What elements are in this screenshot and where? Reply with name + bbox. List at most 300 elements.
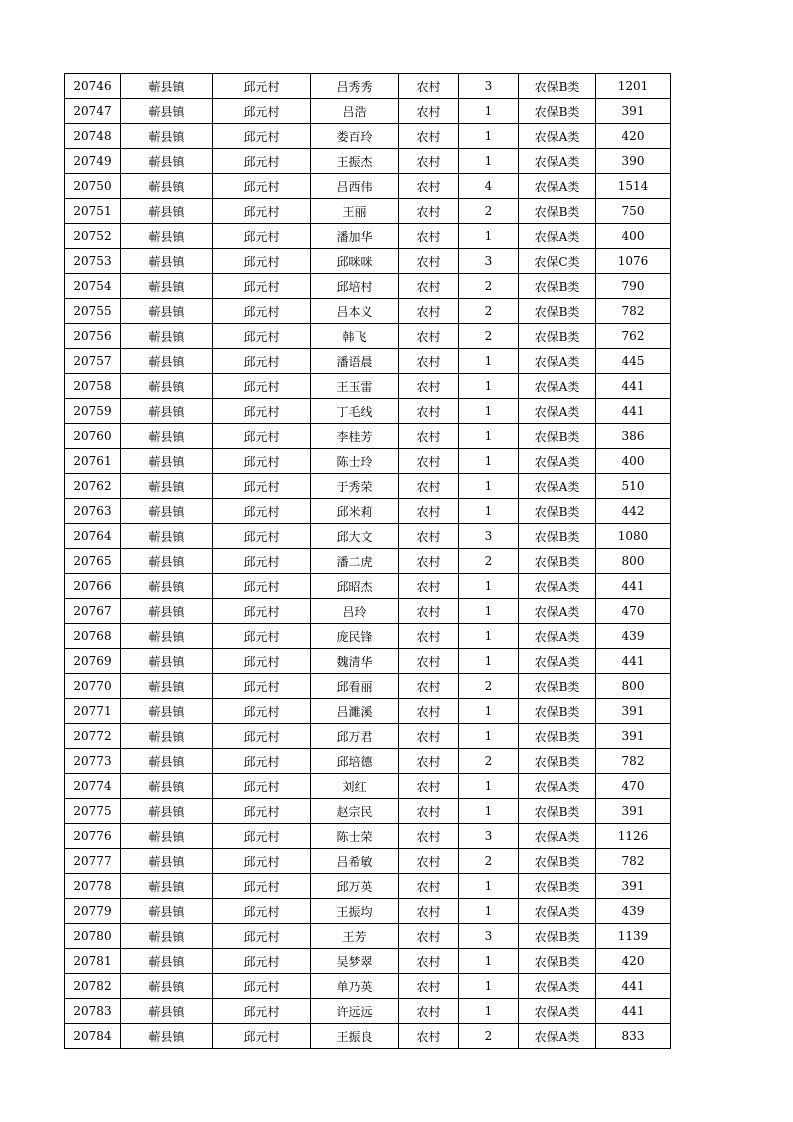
cell-name: 许远远 — [311, 999, 399, 1024]
cell-town: 蕲县镇 — [121, 249, 213, 274]
cell-insurance-category: 农保B类 — [519, 99, 596, 124]
cell-serial-number: 20753 — [65, 249, 121, 274]
cell-residence-type: 农村 — [399, 774, 459, 799]
cell-name: 王丽 — [311, 199, 399, 224]
cell-name: 潘加华 — [311, 224, 399, 249]
cell-residence-type: 农村 — [399, 849, 459, 874]
cell-amount: 420 — [596, 949, 671, 974]
cell-person-count: 1 — [459, 874, 519, 899]
cell-name: 吴梦翠 — [311, 949, 399, 974]
cell-amount: 441 — [596, 999, 671, 1024]
cell-insurance-category: 农保A类 — [519, 774, 596, 799]
cell-person-count: 1 — [459, 224, 519, 249]
cell-residence-type: 农村 — [399, 749, 459, 774]
cell-person-count: 1 — [459, 624, 519, 649]
cell-town: 蕲县镇 — [121, 199, 213, 224]
cell-amount: 400 — [596, 224, 671, 249]
cell-serial-number: 20771 — [65, 699, 121, 724]
cell-name: 吕浩 — [311, 99, 399, 124]
table-row — [65, 524, 671, 549]
cell-person-count: 1 — [459, 974, 519, 999]
table-row — [65, 124, 671, 149]
cell-residence-type: 农村 — [399, 949, 459, 974]
table-row — [65, 324, 671, 349]
cell-village: 邱元村 — [213, 349, 311, 374]
cell-residence-type: 农村 — [399, 349, 459, 374]
cell-amount: 420 — [596, 124, 671, 149]
cell-amount: 800 — [596, 674, 671, 699]
cell-person-count: 3 — [459, 924, 519, 949]
table-row — [65, 99, 671, 124]
cell-insurance-category: 农保A类 — [519, 399, 596, 424]
cell-name: 邱咪咪 — [311, 249, 399, 274]
cell-person-count: 1 — [459, 599, 519, 624]
table-row — [65, 949, 671, 974]
cell-residence-type: 农村 — [399, 124, 459, 149]
cell-village: 邱元村 — [213, 874, 311, 899]
table-row — [65, 749, 671, 774]
cell-amount: 441 — [596, 574, 671, 599]
table-row — [65, 874, 671, 899]
table-row — [65, 574, 671, 599]
cell-residence-type: 农村 — [399, 624, 459, 649]
cell-residence-type: 农村 — [399, 999, 459, 1024]
cell-amount: 1080 — [596, 524, 671, 549]
cell-serial-number: 20758 — [65, 374, 121, 399]
cell-name: 李桂芳 — [311, 424, 399, 449]
cell-village: 邱元村 — [213, 999, 311, 1024]
cell-serial-number: 20750 — [65, 174, 121, 199]
table-row — [65, 699, 671, 724]
cell-village: 邱元村 — [213, 249, 311, 274]
table-row — [65, 224, 671, 249]
cell-amount: 470 — [596, 599, 671, 624]
cell-insurance-category: 农保B类 — [519, 424, 596, 449]
cell-residence-type: 农村 — [399, 249, 459, 274]
cell-person-count: 1 — [459, 499, 519, 524]
cell-serial-number: 20766 — [65, 574, 121, 599]
cell-amount: 833 — [596, 1024, 671, 1049]
cell-person-count: 1 — [459, 949, 519, 974]
cell-insurance-category: 农保A类 — [519, 149, 596, 174]
cell-residence-type: 农村 — [399, 899, 459, 924]
cell-village: 邱元村 — [213, 524, 311, 549]
cell-village: 邱元村 — [213, 824, 311, 849]
table-row — [65, 624, 671, 649]
table-row — [65, 974, 671, 999]
cell-town: 蕲县镇 — [121, 399, 213, 424]
cell-person-count: 1 — [459, 474, 519, 499]
table-row — [65, 1024, 671, 1049]
cell-serial-number: 20773 — [65, 749, 121, 774]
cell-village: 邱元村 — [213, 274, 311, 299]
cell-residence-type: 农村 — [399, 974, 459, 999]
cell-person-count: 1 — [459, 124, 519, 149]
cell-insurance-category: 农保A类 — [519, 824, 596, 849]
records-table — [64, 73, 671, 1049]
cell-village: 邱元村 — [213, 424, 311, 449]
cell-name: 吕秀秀 — [311, 74, 399, 99]
cell-town: 蕲县镇 — [121, 174, 213, 199]
cell-serial-number: 20754 — [65, 274, 121, 299]
cell-residence-type: 农村 — [399, 449, 459, 474]
cell-person-count: 2 — [459, 674, 519, 699]
cell-insurance-category: 农保A类 — [519, 374, 596, 399]
cell-serial-number: 20768 — [65, 624, 121, 649]
cell-insurance-category: 农保A类 — [519, 599, 596, 624]
cell-town: 蕲县镇 — [121, 924, 213, 949]
cell-name: 吕濉溪 — [311, 699, 399, 724]
cell-village: 邱元村 — [213, 1024, 311, 1049]
cell-residence-type: 农村 — [399, 724, 459, 749]
cell-village: 邱元村 — [213, 124, 311, 149]
table-row — [65, 349, 671, 374]
cell-town: 蕲县镇 — [121, 99, 213, 124]
table-row — [65, 899, 671, 924]
cell-residence-type: 农村 — [399, 174, 459, 199]
cell-person-count: 2 — [459, 849, 519, 874]
cell-town: 蕲县镇 — [121, 124, 213, 149]
cell-amount: 470 — [596, 774, 671, 799]
table-row — [65, 674, 671, 699]
cell-name: 吕本义 — [311, 299, 399, 324]
cell-amount: 1076 — [596, 249, 671, 274]
cell-amount: 441 — [596, 374, 671, 399]
table-row — [65, 174, 671, 199]
cell-name: 王振良 — [311, 1024, 399, 1049]
cell-name: 王芳 — [311, 924, 399, 949]
cell-serial-number: 20767 — [65, 599, 121, 624]
cell-name: 吕玲 — [311, 599, 399, 624]
cell-amount: 441 — [596, 974, 671, 999]
cell-serial-number: 20770 — [65, 674, 121, 699]
records-table-body — [65, 74, 671, 1049]
cell-serial-number: 20751 — [65, 199, 121, 224]
cell-person-count: 1 — [459, 799, 519, 824]
cell-name: 潘语晨 — [311, 349, 399, 374]
cell-serial-number: 20774 — [65, 774, 121, 799]
cell-town: 蕲县镇 — [121, 299, 213, 324]
cell-village: 邱元村 — [213, 849, 311, 874]
table-row — [65, 149, 671, 174]
cell-insurance-category: 农保A类 — [519, 174, 596, 199]
cell-serial-number: 20765 — [65, 549, 121, 574]
cell-name: 赵宗民 — [311, 799, 399, 824]
cell-residence-type: 农村 — [399, 599, 459, 624]
cell-serial-number: 20764 — [65, 524, 121, 549]
cell-amount: 390 — [596, 149, 671, 174]
table-row — [65, 824, 671, 849]
table-row — [65, 399, 671, 424]
cell-town: 蕲县镇 — [121, 449, 213, 474]
cell-village: 邱元村 — [213, 924, 311, 949]
cell-town: 蕲县镇 — [121, 874, 213, 899]
cell-residence-type: 农村 — [399, 499, 459, 524]
cell-residence-type: 农村 — [399, 324, 459, 349]
cell-insurance-category: 农保B类 — [519, 324, 596, 349]
table-row — [65, 474, 671, 499]
cell-serial-number: 20775 — [65, 799, 121, 824]
table-row — [65, 649, 671, 674]
cell-person-count: 2 — [459, 274, 519, 299]
cell-insurance-category: 农保B类 — [519, 799, 596, 824]
cell-amount: 1139 — [596, 924, 671, 949]
cell-village: 邱元村 — [213, 399, 311, 424]
table-row — [65, 999, 671, 1024]
cell-residence-type: 农村 — [399, 299, 459, 324]
cell-amount: 790 — [596, 274, 671, 299]
cell-insurance-category: 农保A类 — [519, 1024, 596, 1049]
cell-serial-number: 20761 — [65, 449, 121, 474]
cell-serial-number: 20763 — [65, 499, 121, 524]
cell-town: 蕲县镇 — [121, 724, 213, 749]
cell-serial-number: 20776 — [65, 824, 121, 849]
cell-village: 邱元村 — [213, 624, 311, 649]
cell-person-count: 1 — [459, 774, 519, 799]
cell-person-count: 2 — [459, 749, 519, 774]
cell-residence-type: 农村 — [399, 874, 459, 899]
cell-insurance-category: 农保A类 — [519, 574, 596, 599]
cell-town: 蕲县镇 — [121, 274, 213, 299]
cell-residence-type: 农村 — [399, 474, 459, 499]
cell-residence-type: 农村 — [399, 374, 459, 399]
cell-name: 单乃英 — [311, 974, 399, 999]
cell-amount: 762 — [596, 324, 671, 349]
cell-insurance-category: 农保B类 — [519, 74, 596, 99]
cell-residence-type: 农村 — [399, 149, 459, 174]
cell-village: 邱元村 — [213, 224, 311, 249]
cell-person-count: 1 — [459, 449, 519, 474]
cell-town: 蕲县镇 — [121, 849, 213, 874]
cell-person-count: 3 — [459, 524, 519, 549]
cell-village: 邱元村 — [213, 499, 311, 524]
cell-person-count: 1 — [459, 574, 519, 599]
table-row — [65, 799, 671, 824]
cell-person-count: 2 — [459, 299, 519, 324]
cell-town: 蕲县镇 — [121, 599, 213, 624]
table-row — [65, 499, 671, 524]
cell-village: 邱元村 — [213, 549, 311, 574]
cell-insurance-category: 农保B类 — [519, 274, 596, 299]
cell-town: 蕲县镇 — [121, 899, 213, 924]
cell-serial-number: 20780 — [65, 924, 121, 949]
cell-serial-number: 20748 — [65, 124, 121, 149]
cell-name: 邱看丽 — [311, 674, 399, 699]
cell-amount: 441 — [596, 399, 671, 424]
cell-insurance-category: 农保A类 — [519, 649, 596, 674]
cell-insurance-category: 农保A类 — [519, 224, 596, 249]
cell-name: 邱昭杰 — [311, 574, 399, 599]
cell-serial-number: 20746 — [65, 74, 121, 99]
cell-name: 邱万英 — [311, 874, 399, 899]
cell-town: 蕲县镇 — [121, 224, 213, 249]
cell-name: 王玉雷 — [311, 374, 399, 399]
cell-name: 邱万君 — [311, 724, 399, 749]
table-row — [65, 549, 671, 574]
cell-amount: 782 — [596, 849, 671, 874]
cell-residence-type: 农村 — [399, 824, 459, 849]
cell-serial-number: 20779 — [65, 899, 121, 924]
cell-village: 邱元村 — [213, 149, 311, 174]
cell-amount: 750 — [596, 199, 671, 224]
cell-person-count: 2 — [459, 324, 519, 349]
table-row — [65, 774, 671, 799]
cell-town: 蕲县镇 — [121, 624, 213, 649]
cell-town: 蕲县镇 — [121, 549, 213, 574]
cell-village: 邱元村 — [213, 449, 311, 474]
cell-person-count: 3 — [459, 824, 519, 849]
cell-insurance-category: 农保A类 — [519, 449, 596, 474]
cell-insurance-category: 农保B类 — [519, 874, 596, 899]
table-row — [65, 449, 671, 474]
cell-serial-number: 20760 — [65, 424, 121, 449]
cell-amount: 391 — [596, 724, 671, 749]
cell-residence-type: 农村 — [399, 1024, 459, 1049]
table-row — [65, 724, 671, 749]
cell-residence-type: 农村 — [399, 99, 459, 124]
cell-insurance-category: 农保A类 — [519, 974, 596, 999]
cell-residence-type: 农村 — [399, 699, 459, 724]
cell-residence-type: 农村 — [399, 649, 459, 674]
cell-name: 邱米莉 — [311, 499, 399, 524]
cell-town: 蕲县镇 — [121, 74, 213, 99]
cell-insurance-category: 农保A类 — [519, 899, 596, 924]
cell-amount: 441 — [596, 649, 671, 674]
cell-village: 邱元村 — [213, 649, 311, 674]
cell-insurance-category: 农保B类 — [519, 549, 596, 574]
cell-town: 蕲县镇 — [121, 649, 213, 674]
cell-town: 蕲县镇 — [121, 974, 213, 999]
cell-village: 邱元村 — [213, 299, 311, 324]
cell-residence-type: 农村 — [399, 224, 459, 249]
cell-amount: 1201 — [596, 74, 671, 99]
cell-insurance-category: 农保A类 — [519, 124, 596, 149]
cell-person-count: 4 — [459, 174, 519, 199]
cell-person-count: 1 — [459, 99, 519, 124]
cell-village: 邱元村 — [213, 899, 311, 924]
cell-serial-number: 20778 — [65, 874, 121, 899]
cell-residence-type: 农村 — [399, 399, 459, 424]
cell-insurance-category: 农保B类 — [519, 674, 596, 699]
cell-amount: 442 — [596, 499, 671, 524]
cell-amount: 800 — [596, 549, 671, 574]
cell-serial-number: 20782 — [65, 974, 121, 999]
cell-residence-type: 农村 — [399, 924, 459, 949]
cell-amount: 445 — [596, 349, 671, 374]
cell-name: 吕希敏 — [311, 849, 399, 874]
cell-name: 韩飞 — [311, 324, 399, 349]
cell-town: 蕲县镇 — [121, 499, 213, 524]
cell-town: 蕲县镇 — [121, 474, 213, 499]
cell-person-count: 3 — [459, 74, 519, 99]
cell-insurance-category: 农保B类 — [519, 749, 596, 774]
table-row — [65, 199, 671, 224]
cell-insurance-category: 农保A类 — [519, 474, 596, 499]
cell-amount: 400 — [596, 449, 671, 474]
cell-person-count: 2 — [459, 549, 519, 574]
cell-town: 蕲县镇 — [121, 774, 213, 799]
cell-insurance-category: 农保A类 — [519, 999, 596, 1024]
cell-residence-type: 农村 — [399, 799, 459, 824]
cell-person-count: 1 — [459, 149, 519, 174]
cell-village: 邱元村 — [213, 724, 311, 749]
cell-serial-number: 20781 — [65, 949, 121, 974]
cell-serial-number: 20784 — [65, 1024, 121, 1049]
table-row — [65, 74, 671, 99]
cell-insurance-category: 农保B类 — [519, 524, 596, 549]
cell-residence-type: 农村 — [399, 549, 459, 574]
cell-town: 蕲县镇 — [121, 824, 213, 849]
cell-person-count: 1 — [459, 699, 519, 724]
cell-name: 娄百玲 — [311, 124, 399, 149]
cell-town: 蕲县镇 — [121, 1024, 213, 1049]
cell-insurance-category: 农保B类 — [519, 724, 596, 749]
cell-name: 陈士荣 — [311, 824, 399, 849]
cell-name: 邱培村 — [311, 274, 399, 299]
cell-name: 庞民锋 — [311, 624, 399, 649]
cell-insurance-category: 农保B类 — [519, 499, 596, 524]
cell-insurance-category: 农保B类 — [519, 849, 596, 874]
table-row — [65, 599, 671, 624]
cell-amount: 391 — [596, 874, 671, 899]
cell-village: 邱元村 — [213, 574, 311, 599]
cell-town: 蕲县镇 — [121, 949, 213, 974]
cell-person-count: 1 — [459, 374, 519, 399]
cell-town: 蕲县镇 — [121, 374, 213, 399]
cell-village: 邱元村 — [213, 74, 311, 99]
cell-name: 刘红 — [311, 774, 399, 799]
table-row — [65, 249, 671, 274]
cell-name: 王振杰 — [311, 149, 399, 174]
cell-person-count: 3 — [459, 249, 519, 274]
cell-serial-number: 20777 — [65, 849, 121, 874]
cell-name: 陈士玲 — [311, 449, 399, 474]
cell-town: 蕲县镇 — [121, 699, 213, 724]
cell-village: 邱元村 — [213, 974, 311, 999]
cell-person-count: 2 — [459, 199, 519, 224]
cell-village: 邱元村 — [213, 374, 311, 399]
table-row — [65, 424, 671, 449]
cell-name: 邱培德 — [311, 749, 399, 774]
cell-insurance-category: 农保A类 — [519, 349, 596, 374]
cell-village: 邱元村 — [213, 99, 311, 124]
cell-name: 邱大文 — [311, 524, 399, 549]
cell-insurance-category: 农保B类 — [519, 199, 596, 224]
cell-village: 邱元村 — [213, 324, 311, 349]
cell-town: 蕲县镇 — [121, 749, 213, 774]
cell-town: 蕲县镇 — [121, 349, 213, 374]
cell-insurance-category: 农保A类 — [519, 624, 596, 649]
cell-town: 蕲县镇 — [121, 324, 213, 349]
cell-serial-number: 20755 — [65, 299, 121, 324]
cell-amount: 1514 — [596, 174, 671, 199]
cell-town: 蕲县镇 — [121, 149, 213, 174]
cell-person-count: 2 — [459, 1024, 519, 1049]
table-row — [65, 849, 671, 874]
cell-village: 邱元村 — [213, 199, 311, 224]
cell-person-count: 1 — [459, 999, 519, 1024]
cell-person-count: 1 — [459, 349, 519, 374]
cell-amount: 782 — [596, 299, 671, 324]
cell-serial-number: 20769 — [65, 649, 121, 674]
cell-insurance-category: 农保B类 — [519, 924, 596, 949]
cell-village: 邱元村 — [213, 949, 311, 974]
cell-town: 蕲县镇 — [121, 424, 213, 449]
cell-name: 于秀荣 — [311, 474, 399, 499]
cell-residence-type: 农村 — [399, 199, 459, 224]
cell-amount: 439 — [596, 624, 671, 649]
cell-town: 蕲县镇 — [121, 674, 213, 699]
